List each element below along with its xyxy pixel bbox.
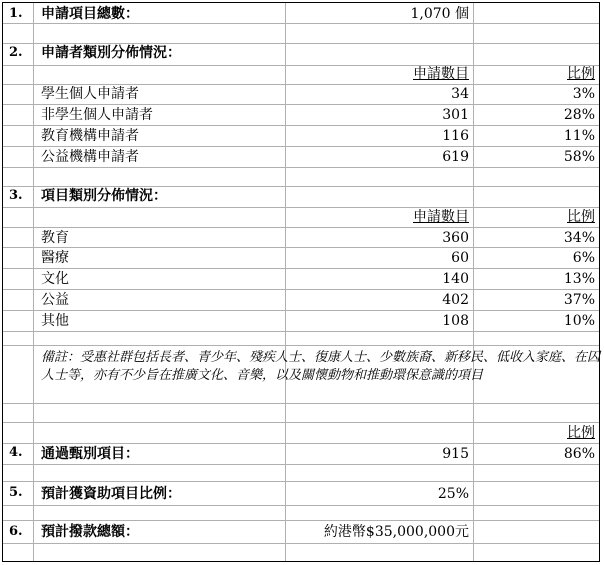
table-row-ratio: 13%: [563, 271, 595, 287]
column-divider: [473, 3, 474, 561]
screened-projects-ratio: 86%: [563, 446, 595, 462]
column-divider: [285, 3, 286, 561]
table-row-label: 公益: [41, 292, 69, 308]
footnote: 備註：受惠社群包括長者、青少年、殘疾人士、復康人士、少數族裔、新移民、低收入家庭、在囚人士等，亦有不少旨在推廣文化、音樂，以及關懷動物和推動環保意識的項目: [41, 350, 601, 383]
section-title: 項目類別分佈情況：: [41, 188, 167, 204]
funding-ratio-value: 25%: [437, 486, 469, 502]
table-row-label: 其他: [41, 313, 69, 329]
section-number: 2.: [9, 45, 23, 60]
column-header-ratio: 比例: [567, 66, 595, 82]
spreadsheet: [2, 2, 600, 562]
section-number: 1.: [9, 6, 23, 21]
section-title: 申請者類別分佈情況：: [41, 45, 181, 61]
table-row-ratio: 11%: [563, 128, 595, 144]
section-title: 預計撥款總額：: [41, 524, 139, 540]
section-number: 4.: [9, 445, 23, 460]
table-row-count: 360: [442, 230, 469, 246]
column-header-count: 申請數目: [413, 66, 469, 82]
section-number: 6.: [9, 524, 23, 539]
table-row-ratio: 28%: [563, 107, 595, 123]
screened-projects-count: 915: [442, 446, 469, 462]
table-row-count: 60: [451, 250, 469, 266]
table-row-count: 140: [442, 271, 469, 287]
column-header-count: 申請數目: [413, 209, 469, 225]
table-row-ratio: 3%: [572, 86, 595, 102]
table-row-count: 108: [442, 313, 469, 329]
total-grant-value: 約港幣$35,000,000元: [323, 524, 469, 540]
table-row-count: 301: [442, 107, 469, 123]
total-applications-value: 1,070 個: [410, 6, 469, 22]
table-row-ratio: 6%: [572, 250, 595, 266]
section-title: 預計獲資助項目比例：: [41, 486, 181, 502]
table-row-count: 34: [451, 86, 469, 102]
table-row-label: 公益機構申請者: [41, 149, 139, 165]
table-row-ratio: 58%: [563, 149, 595, 165]
table-row-count: 619: [442, 149, 469, 165]
section-title: 通過甄別項目：: [41, 446, 139, 462]
table-row-label: 文化: [41, 271, 69, 287]
table-row-label: 教育: [41, 230, 69, 246]
table-row-count: 402: [442, 292, 469, 308]
column-header-ratio: 比例: [567, 425, 595, 441]
section-title: 申請項目總數：: [41, 6, 139, 22]
column-divider: [33, 3, 34, 561]
table-row-count: 116: [442, 128, 469, 144]
table-row-label: 教育機構申請者: [41, 128, 139, 144]
table-row-ratio: 37%: [563, 292, 595, 308]
section-number: 3.: [9, 188, 23, 203]
table-row-label: 非學生個人申請者: [41, 107, 153, 123]
table-row-label: 學生個人申請者: [41, 86, 139, 102]
section-number: 5.: [9, 485, 23, 500]
table-row-label: 醫療: [41, 250, 69, 266]
table-row-ratio: 10%: [563, 313, 595, 329]
column-header-ratio: 比例: [567, 209, 595, 225]
table-row-ratio: 34%: [563, 230, 595, 246]
